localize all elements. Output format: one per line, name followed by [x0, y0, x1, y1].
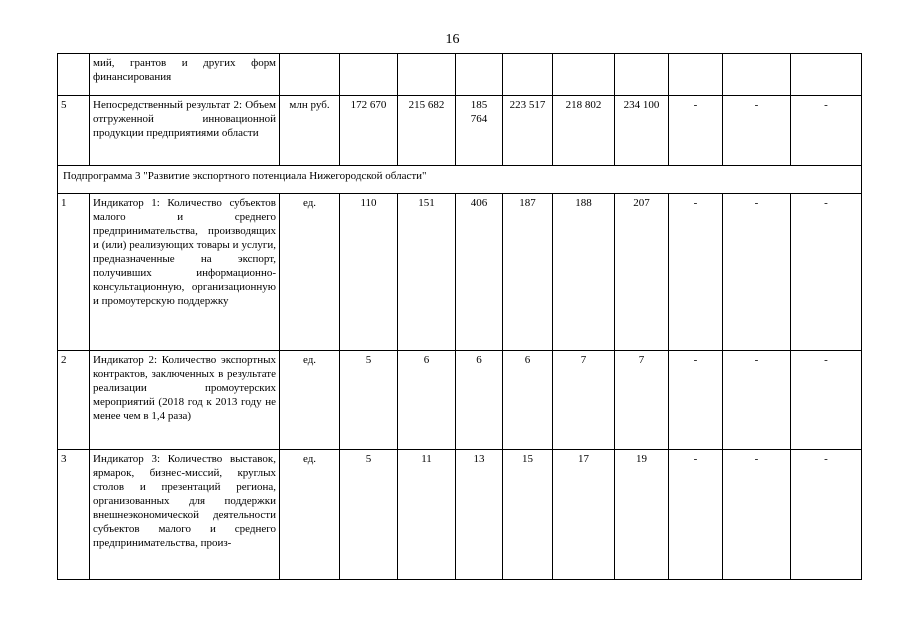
value-cell [503, 54, 553, 96]
value-cell [723, 54, 791, 96]
value-cell [456, 54, 503, 96]
value-cell: - [723, 351, 791, 450]
value-cell: 110 [340, 194, 398, 351]
value-cell: 218 802 [553, 96, 615, 166]
value-cell: - [669, 450, 723, 580]
indicators-table [57, 53, 862, 580]
row-unit: ед. [280, 450, 340, 580]
value-cell: 17 [553, 450, 615, 580]
row-number: 1 [58, 194, 90, 351]
value-cell: 207 [615, 194, 669, 351]
row-description: мий, грантов и других форм финансирования [90, 54, 280, 96]
page-number: 16 [445, 32, 460, 47]
value-cell: 6 [503, 351, 553, 450]
value-cell: 7 [615, 351, 669, 450]
value-cell: 187 [503, 194, 553, 351]
value-cell: 185 764 [456, 96, 503, 166]
value-cell: - [669, 194, 723, 351]
value-cell: 11 [398, 450, 456, 580]
value-cell: 406 [456, 194, 503, 351]
value-cell: 19 [615, 450, 669, 580]
value-cell: - [669, 351, 723, 450]
value-cell: 151 [398, 194, 456, 351]
value-cell: 7 [553, 351, 615, 450]
row-number: 3 [58, 450, 90, 580]
row-unit [280, 54, 340, 96]
value-cell: 5 [340, 450, 398, 580]
row-description: Индикатор 3: Количество выставок, ярмарок, бизнес-миссий, круглых столов и презентаций региона, организованных для поддержки внешнеэкономической деятельности субъектов малого и среднего предпринимательства, произ- [90, 450, 280, 580]
row-unit: ед. [280, 194, 340, 351]
value-cell: 188 [553, 194, 615, 351]
row-description: Непосредственный результат 2: Объем отгруженной инновационной продукции предприятиями области [90, 96, 280, 166]
row-unit: млн руб. [280, 96, 340, 166]
value-cell: - [791, 351, 862, 450]
value-cell [340, 54, 398, 96]
value-cell [615, 54, 669, 96]
row-description: Индикатор 2: Количество экспортных контрактов, заключенных в результате реализации промоутерских мероприятий (2018 год к 2013 году не менее чем в 1,4 раза) [90, 351, 280, 450]
row-description: Индикатор 1: Количество субъектов малого и среднего предпринимательства, производящих и (или) реализующих товары и услуги, предназначенные на экспорт, получивших информационно-консультационную, организационную и промоутерскую поддержку [90, 194, 280, 351]
value-cell: 215 682 [398, 96, 456, 166]
table-row [58, 96, 862, 166]
value-cell: - [723, 96, 791, 166]
value-cell: 13 [456, 450, 503, 580]
value-cell [669, 54, 723, 96]
value-cell [398, 54, 456, 96]
value-cell: 15 [503, 450, 553, 580]
row-number [58, 54, 90, 96]
row-number: 5 [58, 96, 90, 166]
value-cell: - [669, 96, 723, 166]
value-cell [553, 54, 615, 96]
value-cell: 5 [340, 351, 398, 450]
row-number: 2 [58, 351, 90, 450]
value-cell: - [791, 450, 862, 580]
section-row [58, 166, 862, 194]
value-cell: 6 [456, 351, 503, 450]
subprogram-title: Подпрограмма 3 "Развитие экспортного потенциала Нижегородской области" [58, 166, 862, 194]
table-row [58, 194, 862, 351]
table-row [58, 54, 862, 96]
value-cell: 223 517 [503, 96, 553, 166]
value-cell: 6 [398, 351, 456, 450]
value-cell: - [791, 194, 862, 351]
value-cell [791, 54, 862, 96]
value-cell: 234 100 [615, 96, 669, 166]
value-cell: 172 670 [340, 96, 398, 166]
value-cell: - [791, 96, 862, 166]
row-unit: ед. [280, 351, 340, 450]
value-cell: - [723, 450, 791, 580]
table-row [58, 351, 862, 450]
table-row [58, 450, 862, 580]
value-cell: - [723, 194, 791, 351]
